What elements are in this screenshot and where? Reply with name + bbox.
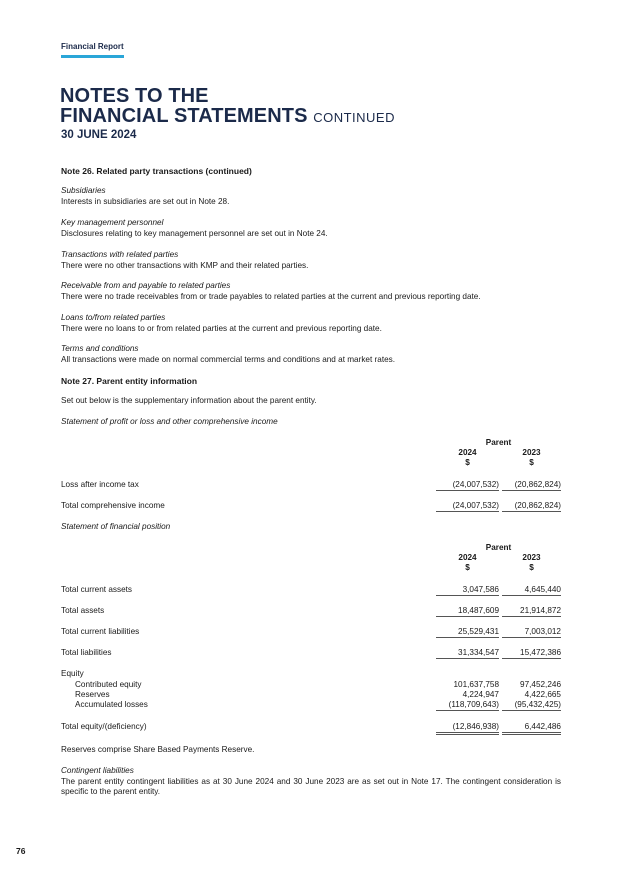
pl-statement-title: Statement of profit or loss and other comprehensive income	[61, 417, 278, 426]
value-2024: 3,047,586	[436, 585, 499, 596]
row-label: Total equity/(deficiency)	[61, 722, 147, 731]
unit-header: $	[465, 458, 470, 467]
value-2024: 31,334,547	[436, 648, 499, 659]
section-title: Key management personnel	[61, 218, 164, 227]
row-label: Total assets	[61, 606, 105, 615]
value-2024: 18,487,609	[436, 606, 499, 617]
note26-heading: Note 26. Related party transactions (continued)	[61, 166, 252, 176]
value-2023: 15,472,386	[502, 648, 561, 659]
section-title: Loans to/from related parties	[61, 313, 166, 322]
title-continued: CONTINUED	[313, 110, 395, 125]
unit-header: $	[529, 563, 534, 572]
value-2024: (24,007,532)	[436, 501, 499, 512]
value-2023: (20,862,824)	[502, 480, 561, 491]
fp-statement-title: Statement of financial position	[61, 522, 171, 531]
row-label: Contributed equity	[75, 680, 142, 689]
unit-header: $	[529, 458, 534, 467]
row-label: Total current assets	[61, 585, 132, 594]
year-header-2023: 2023	[522, 448, 541, 457]
value-2023: (20,862,824)	[502, 501, 561, 512]
value-2023: 7,003,012	[502, 627, 561, 638]
section-text: Disclosures relating to key management personnel are set out in Note 24.	[61, 229, 328, 238]
page-title	[60, 86, 395, 128]
section-title: Terms and conditions	[61, 344, 139, 353]
value-2024: 101,637,758	[453, 680, 499, 689]
value-2023: 21,914,872	[502, 606, 561, 617]
note27-intro: Set out below is the supplementary information about the parent entity.	[61, 396, 317, 405]
section-text: There were no loans to or from related parties at the current and previous reporting date.	[61, 324, 382, 333]
equity-label: Equity	[61, 669, 84, 678]
value-2024: 25,529,431	[436, 627, 499, 638]
value-2023: 97,452,246	[520, 680, 561, 689]
section-text: Interests in subsidiaries are set out in Note 28.	[61, 197, 230, 206]
row-label: Reserves	[75, 690, 110, 699]
parent-column-group: Parent	[485, 438, 512, 447]
row-label: Total current liabilities	[61, 627, 140, 636]
value-2023: 6,442,486	[502, 722, 561, 735]
section-title: Subsidiaries	[61, 186, 106, 195]
section-title: Receivable from and payable to related parties	[61, 281, 231, 290]
row-label: Total comprehensive income	[61, 501, 165, 510]
section-text: There were no trade receivables from or trade payables to related parties at the current and previous reporting date.	[61, 292, 481, 301]
title-line-1: NOTES TO THE	[60, 85, 209, 107]
row-label: Accumulated losses	[75, 700, 148, 709]
row-label: Total liabilities	[61, 648, 112, 657]
value-2023: 4,645,440	[502, 585, 561, 596]
section-title: Transactions with related parties	[61, 250, 179, 259]
value-2024: (24,007,532)	[436, 480, 499, 491]
value-2024: 4,224,947	[462, 690, 499, 699]
value-2024: (12,846,938)	[436, 722, 499, 735]
parent-column-group: Parent	[485, 543, 512, 552]
section-text: There were no other transactions with KMP and their related parties.	[61, 261, 309, 270]
report-label: Financial Report	[61, 42, 124, 51]
contingent-title: Contingent liabilities	[61, 766, 134, 775]
year-header-2024: 2024	[458, 448, 477, 457]
note27-heading: Note 27. Parent entity information	[61, 376, 198, 386]
value-2023: (95,432,425)	[502, 700, 561, 711]
value-2023: 4,422,665	[524, 690, 561, 699]
title-line-2: FINANCIAL STATEMENTS CONTINUED	[60, 105, 395, 127]
value-2024: (118,709,643)	[436, 700, 499, 711]
year-header-2023: 2023	[522, 553, 541, 562]
section-text: All transactions were made on normal commercial terms and conditions and at market rates.	[61, 355, 396, 364]
contingent-text: The parent entity contingent liabilities as at 30 June 2024 and 30 June 2023 are as set out in Note 17. The contingent consideration is specific to the parent entity.	[61, 777, 561, 796]
reserves-note: Reserves comprise Share Based Payments Reserve.	[61, 745, 255, 754]
page-date: 30 JUNE 2024	[61, 129, 137, 141]
header-rule	[61, 55, 124, 58]
unit-header: $	[465, 563, 470, 572]
page-number: 76	[16, 846, 26, 856]
year-header-2024: 2024	[458, 553, 477, 562]
row-label: Loss after income tax	[61, 480, 139, 489]
